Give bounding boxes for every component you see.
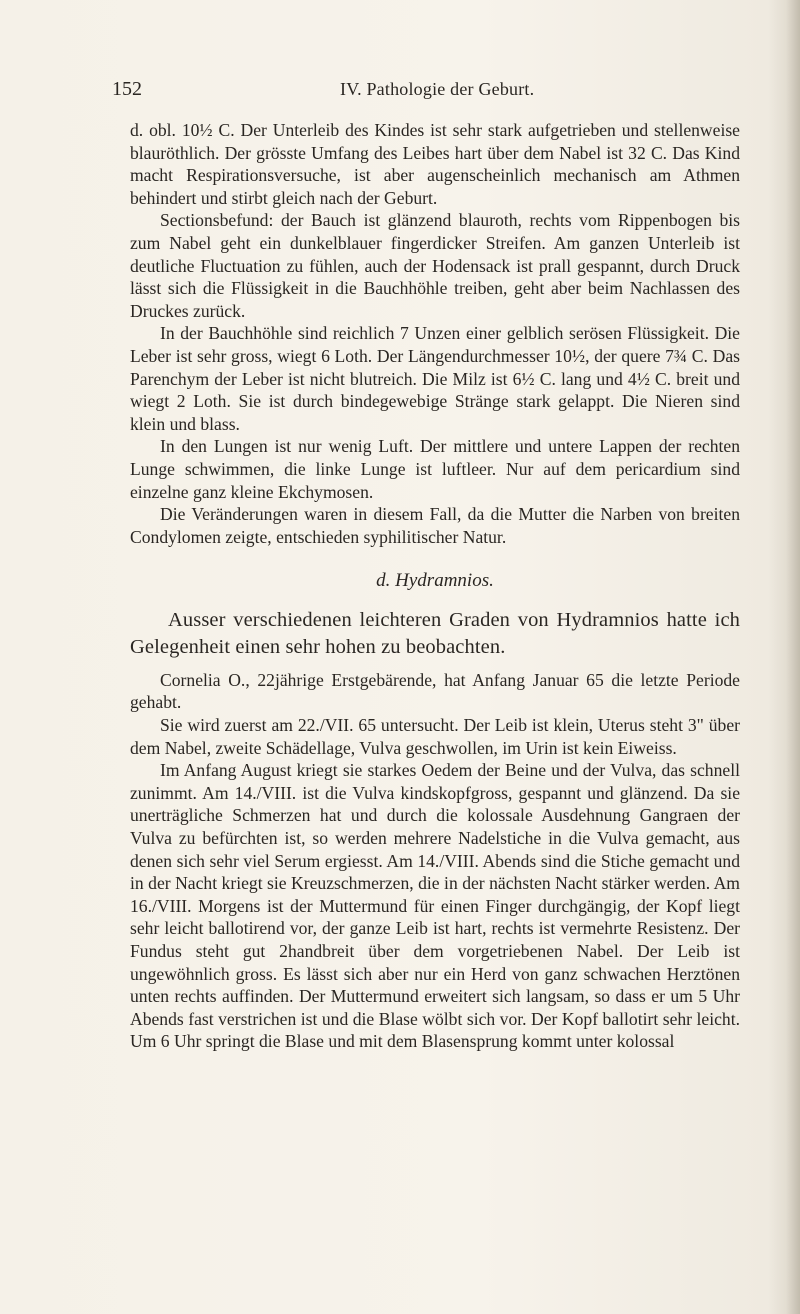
paragraph-abdomen-findings: In der Bauchhöhle sind reichlich 7 Unzen einer gelblich serösen Flüssigkeit. Die Leber ist sehr gross, wiegt 6 Loth. Der Längendurchmesser 10½, der quere 7¾ C. Das Parenchym der Leber ist nicht blutreich. Die Milz ist 6½ C. lang und 4½ C. breit und wiegt 2 Loth. Sie ist durch bindegewebige Stränge stark gelappt. Die Nieren sind klein und blass. xyxy=(130,323,740,434)
paragraph-course: Im Anfang August kriegt sie starkes Oedem der Beine und der Vulva, das schnell zunimmt. Am 14./VIII. ist die Vulva kindskopfgross, gespannt und glänzend. Da sie unerträgliche Schmerzen hat und durch die kolossale Ausdehnung Gangraen der Vulva zu befürchten ist, so werden mehrere Nadelstiche in die Vulva gemacht, aus denen sich sehr viel Serum ergiesst. Am 14./VIII. Abends sind die Stiche gemacht und in der Nacht kriegt sie Kreuzschmerzen, die in der nächsten Nacht stärker werden. Am 16./VIII. Morgens ist der Muttermund für einen Finger durchgängig, der Kopf liegt sehr leicht ballotirend vor, der ganze Leib ist hart, rechts ist vermehrte Resistenz. Der Fundus steht gut 2handbreit über dem vorgetriebenen Nabel. Der Leib ist ungewöhnlich gross. Es lässt sich aber nur ein Herd von ganz schwachen Herztönen unten rechts auffinden. Der Muttermund erweitert sich langsam, so dass er um 5 Uhr Abends fast verstrichen ist und die Blase wölbt sich vor. Der Kopf ballotirt sehr leicht. Um 6 Uhr springt die Blase und mit dem Blasensprung kommt unter kolossal xyxy=(130,760,740,1052)
page-edge-shadow xyxy=(786,0,800,1314)
body-text xyxy=(130,119,740,1053)
paragraph-patient-intro: Cornelia O., 22jährige Erstgebärende, hat Anfang Januar 65 die letzte Periode gehabt. xyxy=(130,669,740,713)
lead-paragraph: Ausser verschiedenen leichteren Graden von Hydramnios hatte ich Gelegenheit einen sehr hohen zu beobachten. xyxy=(130,608,740,658)
section-heading: d. Hydramnios. xyxy=(376,570,494,592)
page-header xyxy=(112,78,752,106)
running-title: IV. Pathologie der Geburt. xyxy=(340,79,535,99)
paragraph-case-continuation: d. obl. 10½ C. Der Unterleib des Kindes ist sehr stark aufgetrieben und stellenweise blauröthlich. Der grösste Umfang des Leibes hart über dem Nabel ist 32 C. Das Kind macht Respirationsversuche, ist aber augenscheinlich mechanisch am Athmen behindert und stirbt gleich nach der Geburt. xyxy=(130,120,740,208)
page-number: 152 xyxy=(112,78,142,100)
paragraph-lung-findings: In den Lungen ist nur wenig Luft. Der mittlere und untere Lappen der rechten Lunge schwimmen, die linke Lunge ist luftleer. Nur auf dem pericardium sind einzelne ganz kleine Ekchymosen. xyxy=(130,436,740,502)
paragraph-section-findings: Sectionsbefund: der Bauch ist glänzend blauroth, rechts vom Rippenbogen bis zum Nabel geht ein dunkelblauer fingerdicker Streifen. Am ganzen Unterleib ist deutliche Fluctuation zu fühlen, auch der Hodensack ist prall gespannt, durch Druck lässt sich die Flüssigkeit in die Bauchhöhle treiben, geht aber beim Nachlassen des Druckes zurück. xyxy=(130,210,740,321)
paragraph-first-exam: Sie wird zuerst am 22./VII. 65 untersucht. Der Leib ist klein, Uterus steht 3" über dem Nabel, zweite Schädellage, Vulva geschwollen, im Urin ist kein Eiweiss. xyxy=(130,715,740,758)
paragraph-conclusion: Die Veränderungen waren in diesem Fall, da die Mutter die Narben von breiten Condylomen zeigte, entschieden syphilitischer Natur. xyxy=(130,504,740,547)
